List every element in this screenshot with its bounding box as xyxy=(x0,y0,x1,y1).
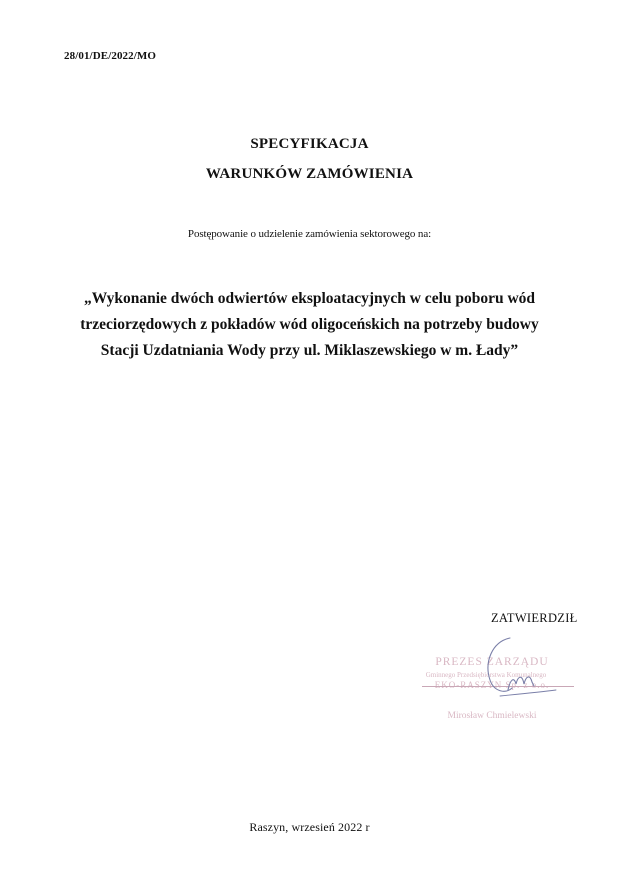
stamp-company: Gminnego Przedsiębiorstwa Komunalnego xyxy=(425,671,547,679)
contract-subject-line-2: trzeciorzędowych z pokładów wód oligoceńskich na potrzeby budowy xyxy=(80,316,539,333)
stamp-company-short: EKO-RASZYN Sp. z o.o. xyxy=(434,680,550,690)
signature-stroke-loop xyxy=(488,638,512,691)
procedure-intro: Postępowanie o udzielenie zamówienia sektorowego na: xyxy=(187,228,432,240)
place-and-date: Raszyn, wrzesień 2022 r xyxy=(249,820,370,834)
contract-subject-line-1: „Wykonanie dwóch odwiertów eksploatacyjnych w celu poboru wód xyxy=(83,290,536,307)
stamp-signatory: Mirosław Chmielewski xyxy=(447,711,537,721)
contract-subject xyxy=(40,286,579,364)
reference-number: 28/01/DE/2022/MO xyxy=(64,50,157,62)
contract-subject-line-3: Stacji Uzdatniania Wody przy ul. Miklaszewskiego w m. Łady” xyxy=(100,342,519,359)
handwritten-signature xyxy=(470,632,560,702)
document-title-line-1: SPECYFIKACJA xyxy=(250,136,369,152)
stamp-title: PREZES ZARZĄDU xyxy=(435,656,549,668)
document-title-line-2: WARUNKÓW ZAMÓWIENIA xyxy=(205,166,414,182)
approved-label: ZATWIERDZIŁ xyxy=(491,611,578,625)
